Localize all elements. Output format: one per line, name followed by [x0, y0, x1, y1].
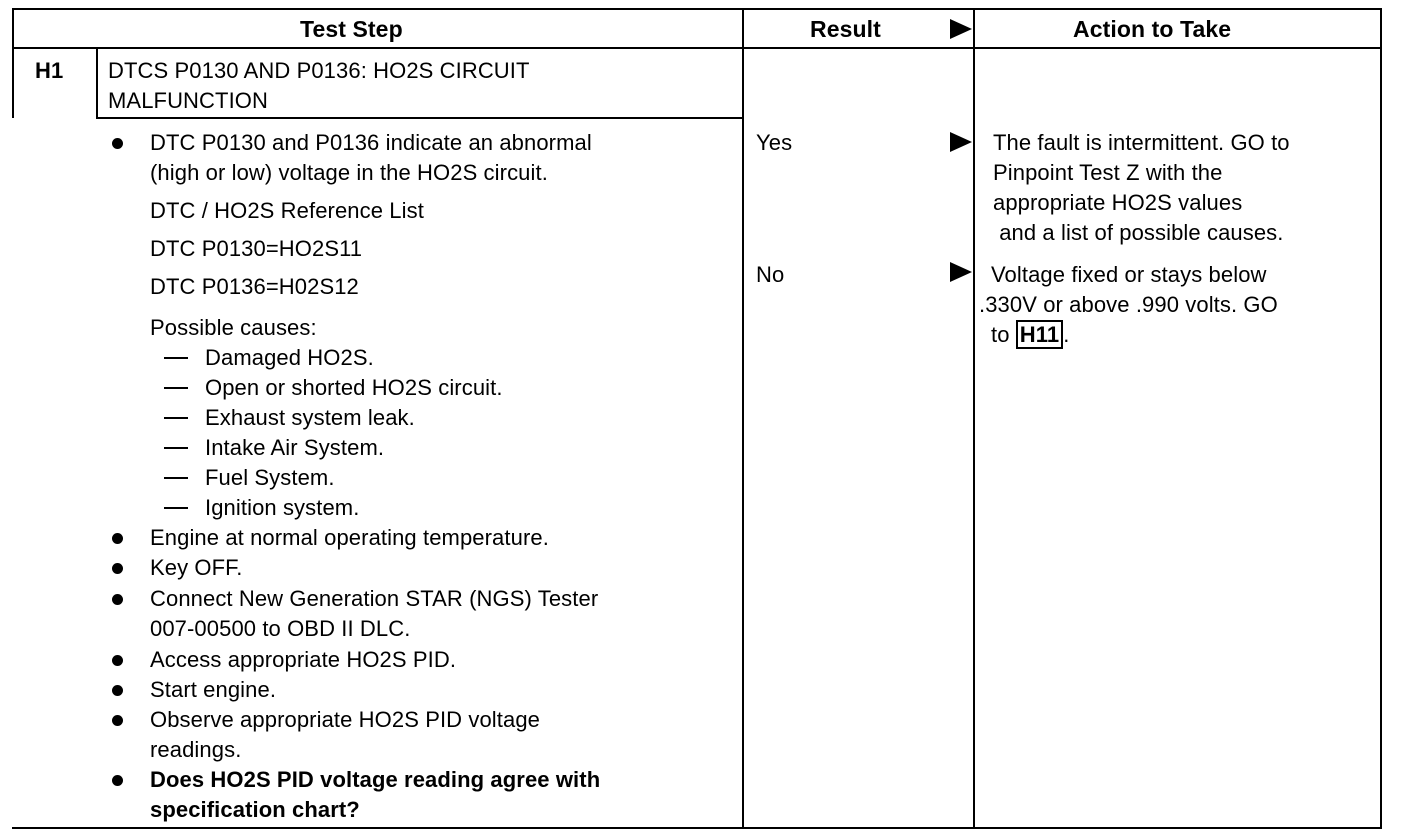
dash-icon — [164, 507, 188, 509]
question-text: specification chart? — [150, 797, 360, 822]
bullet-icon — [112, 138, 123, 149]
yes-arrow-icon — [950, 132, 972, 152]
bullet-text: Connect New Generation STAR (NGS) Tester — [150, 586, 599, 611]
step-title-bottom-border — [96, 117, 743, 119]
bullet-icon — [112, 563, 123, 574]
table-bottom-border — [12, 827, 1382, 829]
cause-item: Ignition system. — [205, 495, 360, 520]
cause-item: Exhaust system leak. — [205, 405, 415, 430]
cause-item: Open or shorted HO2S circuit. — [205, 375, 503, 400]
step-title-line1: DTCS P0130 AND P0136: HO2S CIRCUIT — [108, 58, 530, 83]
bullet-icon — [112, 685, 123, 696]
question-text: Does HO2S PID voltage reading agree with — [150, 767, 601, 792]
reference-list-title: DTC / HO2S Reference List — [150, 198, 424, 223]
bullet-text: Access appropriate HO2S PID. — [150, 647, 457, 672]
bullet-icon — [112, 715, 123, 726]
bullet-text: (high or low) voltage in the HO2S circuit. — [150, 160, 548, 185]
bullet-text: readings. — [150, 737, 242, 762]
bullet-text: Key OFF. — [150, 555, 243, 580]
action-no-line: .330V or above .990 volts. GO — [979, 292, 1278, 317]
step-id-divider — [96, 47, 98, 118]
action-yes-line: appropriate HO2S values — [993, 190, 1243, 215]
bullet-icon — [112, 655, 123, 666]
no-arrow-icon — [950, 262, 972, 282]
cause-item: Damaged HO2S. — [205, 345, 374, 370]
reference-entry: DTC P0136=H02S12 — [150, 274, 359, 299]
table-right-border — [1380, 8, 1382, 829]
action-yes-line: The fault is intermittent. GO to — [993, 130, 1290, 155]
goto-prefix: to — [991, 322, 1010, 347]
bullet-text: DTC P0130 and P0136 indicate an abnormal — [150, 130, 592, 155]
goto-suffix: . — [1063, 322, 1070, 347]
result-action-divider — [973, 8, 975, 829]
dash-icon — [164, 447, 188, 449]
header-arrow-icon — [950, 19, 972, 39]
table-left-border — [12, 8, 14, 118]
bullet-text: Observe appropriate HO2S PID voltage — [150, 707, 541, 732]
bullet-text: 007-00500 to OBD II DLC. — [150, 616, 411, 641]
dash-icon — [164, 387, 188, 389]
dash-icon — [164, 417, 188, 419]
action-yes-line: Pinpoint Test Z with the — [993, 160, 1223, 185]
action-no-line: Voltage fixed or stays below — [991, 262, 1267, 287]
step-title-line2: MALFUNCTION — [108, 88, 268, 113]
goto-step-link[interactable]: H11 — [1016, 320, 1063, 349]
header-result: Result — [810, 16, 881, 42]
result-no: No — [756, 262, 785, 287]
dash-icon — [164, 477, 188, 479]
dash-icon — [164, 357, 188, 359]
possible-causes-title: Possible causes: — [150, 315, 317, 340]
cause-item: Intake Air System. — [205, 435, 385, 460]
action-no-goto — [991, 320, 1069, 350]
header-bottom-border — [12, 47, 1382, 49]
header-action: Action to Take — [1073, 16, 1232, 42]
teststep-result-divider — [742, 8, 744, 829]
bullet-text: Engine at normal operating temperature. — [150, 525, 549, 550]
reference-entry: DTC P0130=HO2S11 — [150, 236, 363, 261]
table-top-border — [12, 8, 1382, 10]
bullet-icon — [112, 594, 123, 605]
action-yes-line: and a list of possible causes. — [993, 220, 1284, 245]
bullet-text: Start engine. — [150, 677, 277, 702]
cause-item: Fuel System. — [205, 465, 335, 490]
header-test-step: Test Step — [300, 16, 403, 42]
result-yes: Yes — [756, 130, 793, 155]
bullet-icon — [112, 775, 123, 786]
bullet-icon — [112, 533, 123, 544]
step-id: H1 — [35, 58, 64, 83]
